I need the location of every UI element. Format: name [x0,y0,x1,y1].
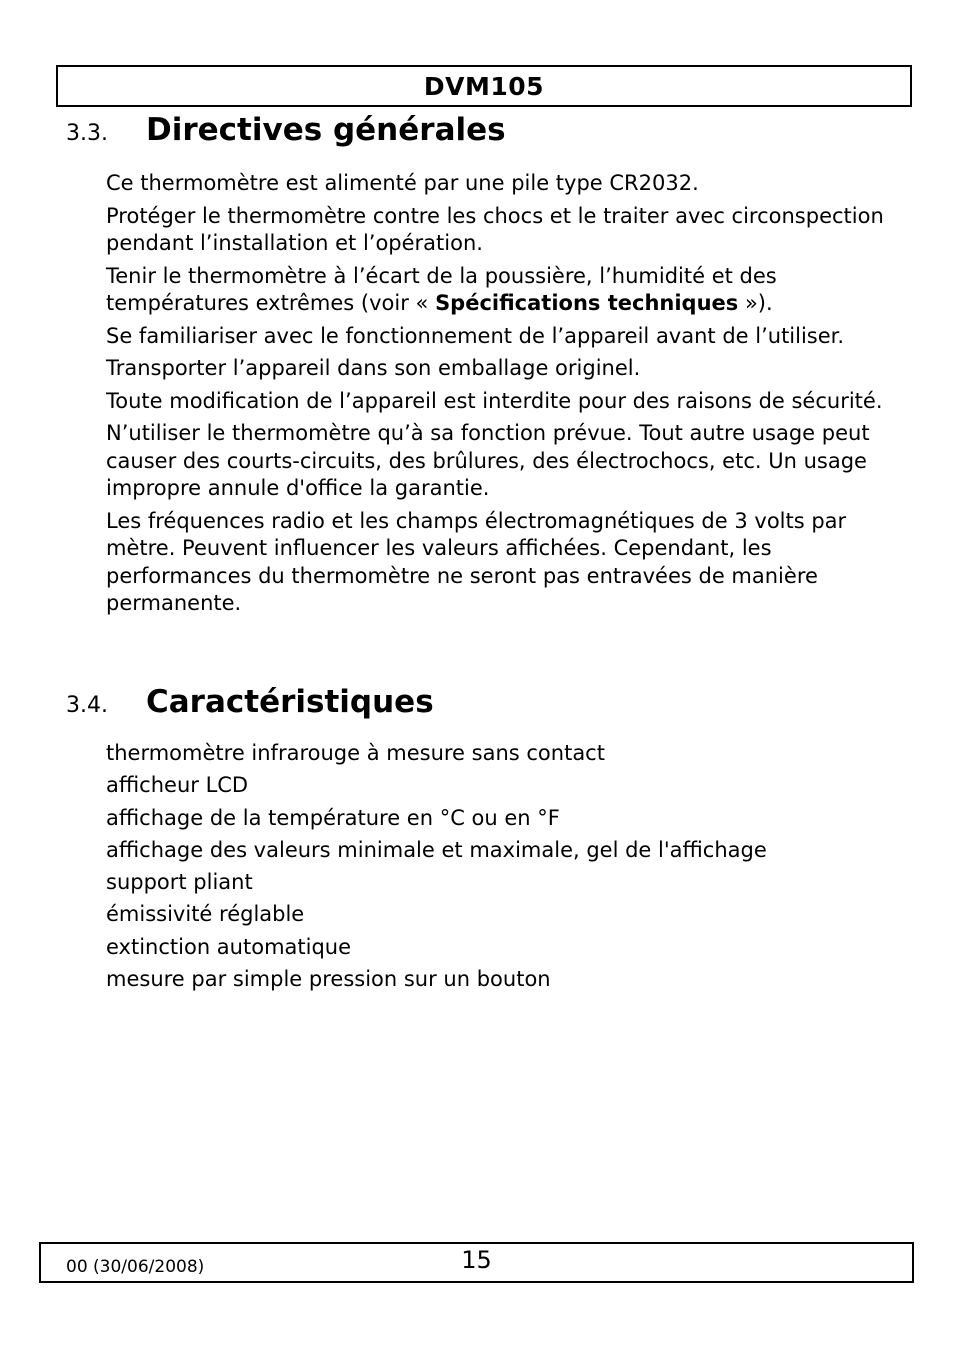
list-item: affichage de la température en °C ou en °F [106,805,560,830]
paragraph: Transporter l’appareil dans son emballage originel. [106,356,641,380]
list-item: mesure par simple pression sur un bouton [106,967,551,992]
paragraph: Les fréquences radio et les champs électromagnétiques de 3 volts par mètre. Peuvent influencer les valeurs affichées. Cependant, les performances du thermomètre ne seront pas entravées de manière permanente. [106,508,847,615]
footer-box [39,1242,914,1283]
model-title: DVM105 [423,71,545,101]
page-number: 15 [461,1246,492,1274]
list-item: émissivité réglable [106,902,305,927]
section-heading-caracteristiques [66,684,434,720]
header-box [56,65,912,107]
section-number: 3.3. [66,121,108,146]
paragraph: Se familiariser avec le fonctionnement de l’appareil avant de l’utiliser. [106,323,845,348]
list-item: afficheur LCD [106,773,249,798]
spec-reference: Spécifications techniques [435,291,739,315]
list-item: extinction automatique [106,934,352,959]
section-title: Caractéristiques [146,684,434,720]
paragraph-text: Tenir le thermomètre à l’écart de la poussière, l’humidité et des températures extrêmes (voir « [106,263,777,315]
feature-list [106,737,896,995]
version-date: 00 (30/06/2008) [66,1257,205,1277]
section-number: 3.4. [66,693,108,718]
list-item: support pliant [106,870,253,895]
directives-body [106,170,896,623]
paragraph-text: »). [738,291,773,315]
paragraph: N’utiliser le thermomètre qu’à sa fonction prévue. Tout autre usage peut causer des courts-circuits, des brûlures, des électrochocs, etc. Un usage impropre annule d'office la garantie. [106,421,870,500]
list-item: thermomètre infrarouge à mesure sans contact [106,741,605,765]
paragraph [106,263,896,318]
paragraph: Ce thermomètre est alimenté par une pile type CR2032. [106,171,699,195]
section-heading-directives [66,112,506,148]
section-title: Directives générales [146,112,506,148]
list-item: affichage des valeurs minimale et maximale, gel de l'affichage [106,837,767,862]
paragraph: Protéger le thermomètre contre les chocs et le traiter avec circonspection pendant l’installation et l’opération. [106,203,884,255]
paragraph: Toute modification de l’appareil est interdite pour des raisons de sécurité. [106,388,883,413]
